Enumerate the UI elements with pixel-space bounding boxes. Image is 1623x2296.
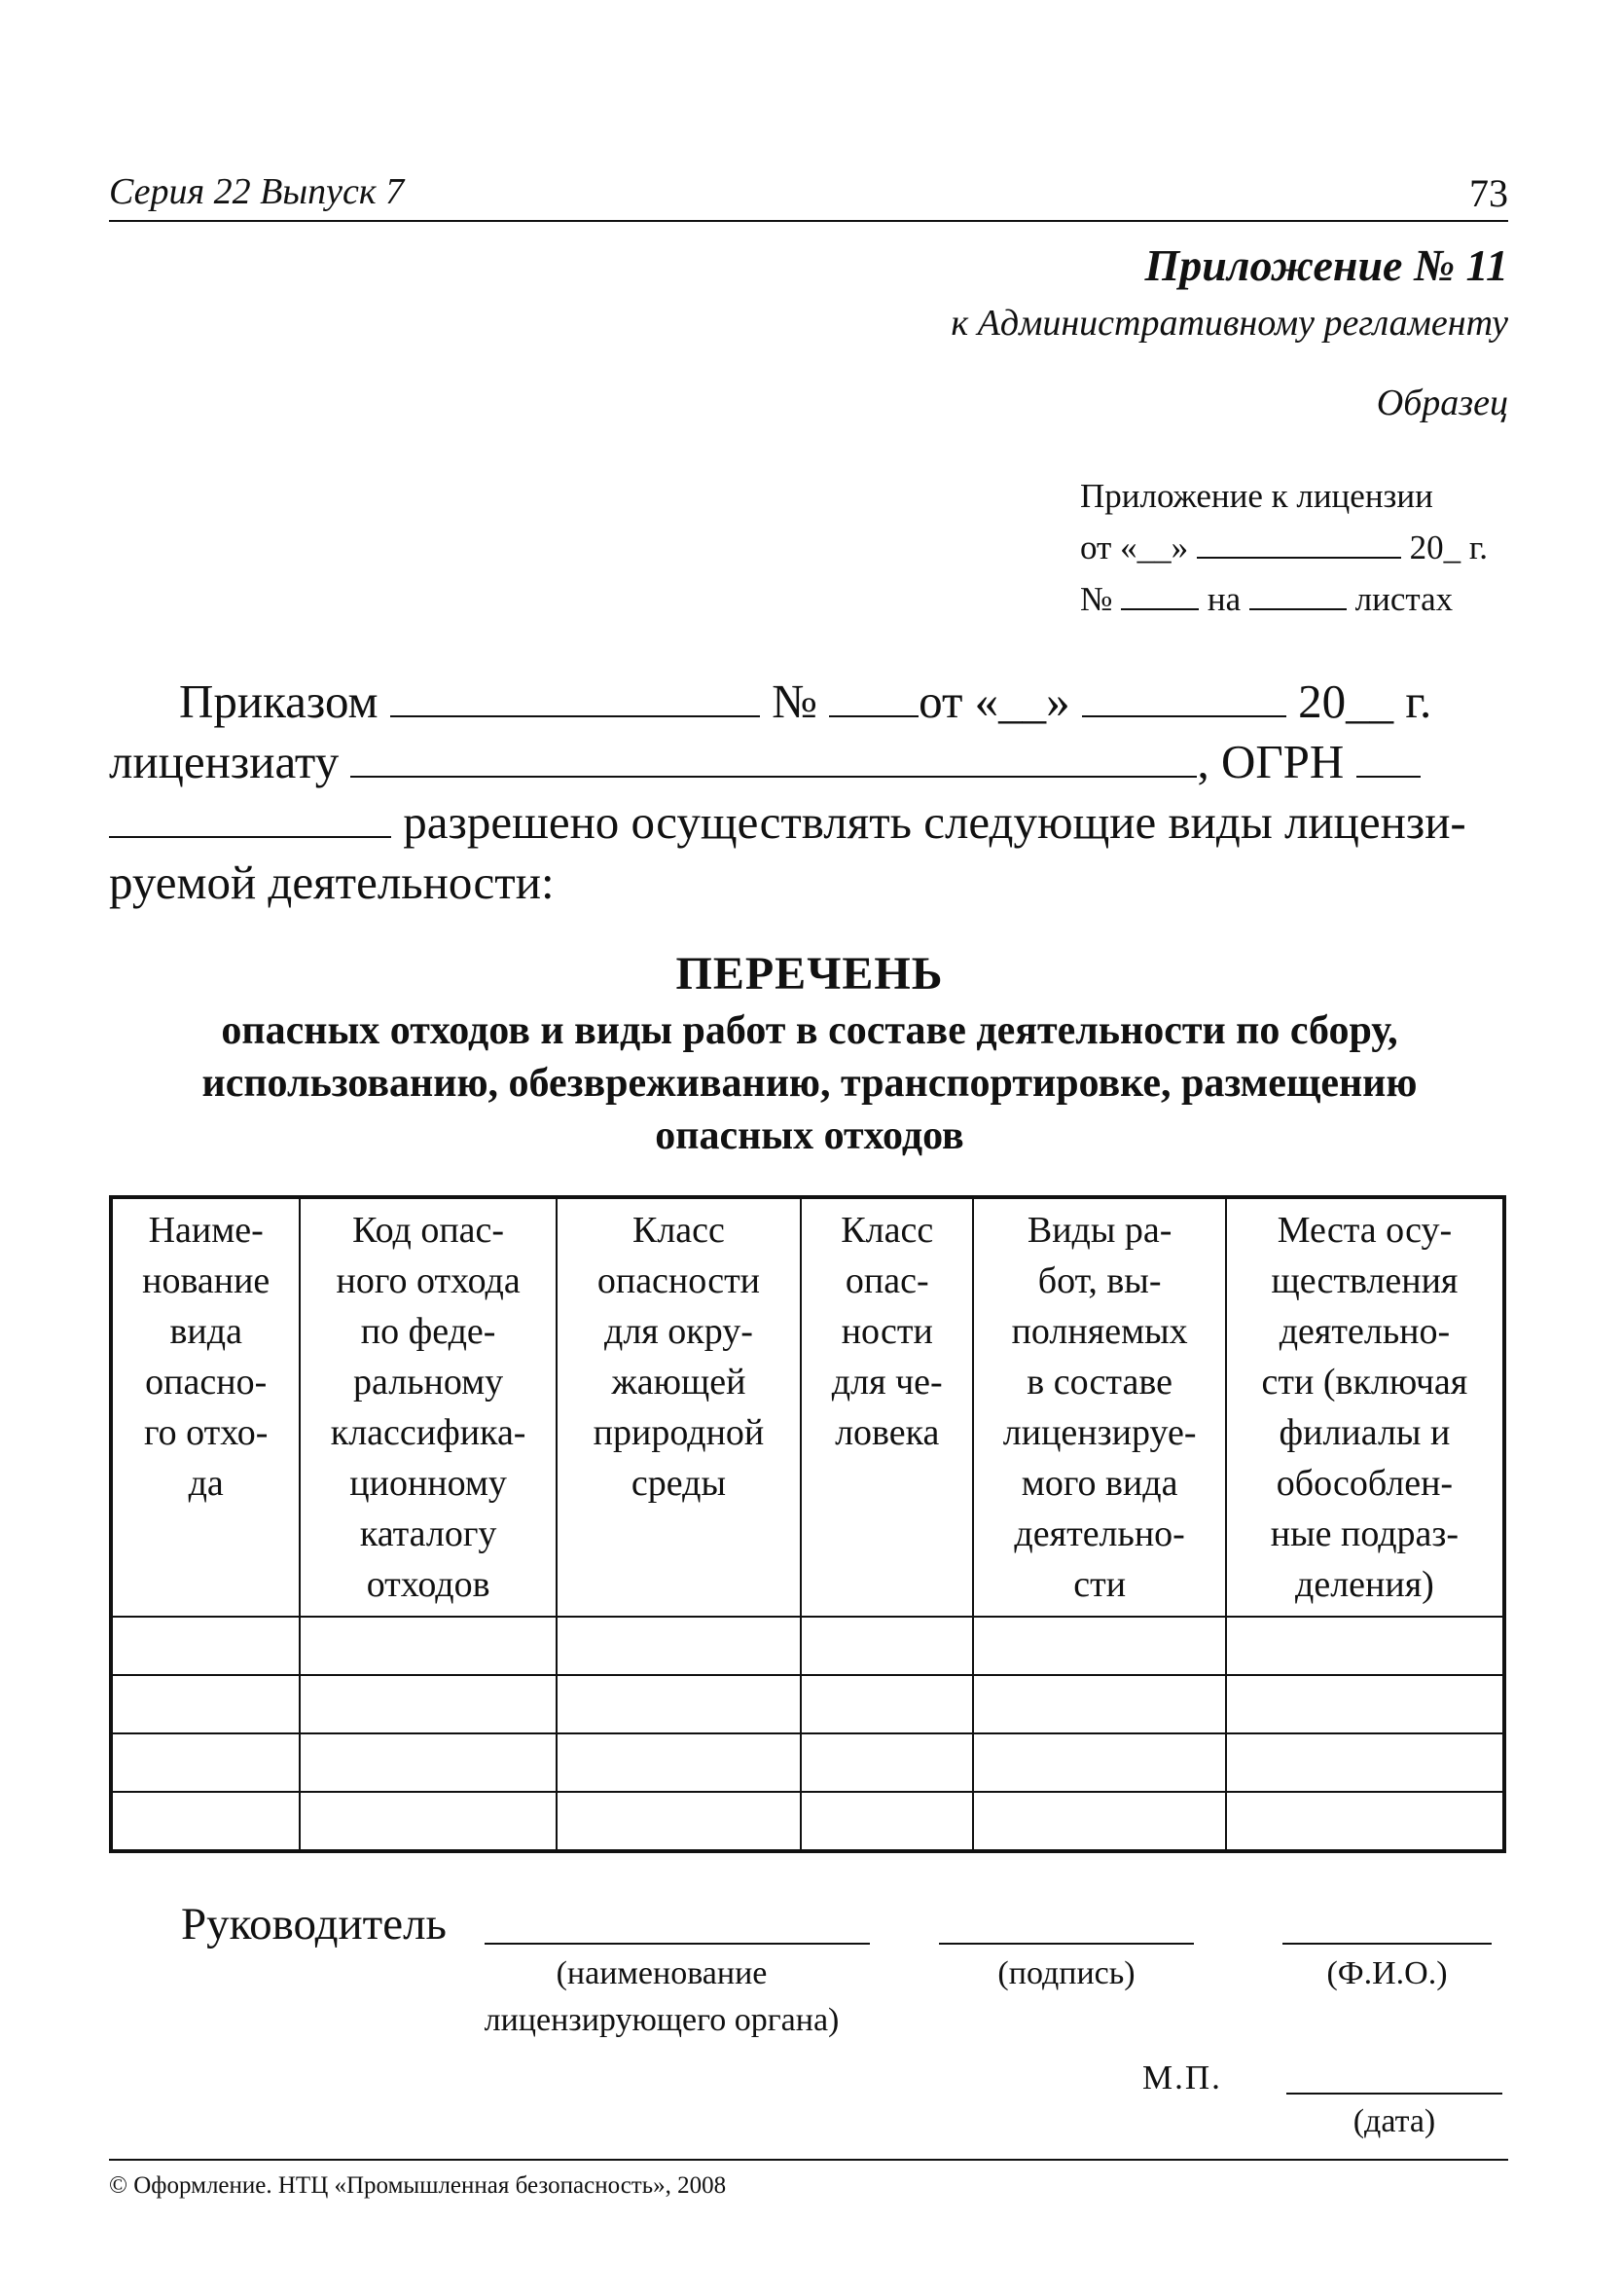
ogrn-label: , ОГРН [1197,735,1345,788]
signature-label: Руководитель [181,1899,447,1950]
col-header-locations: Места осу- ществления деятельно- сти (включая филиалы и обособлен- ные подраз- деления) [1226,1197,1504,1617]
license-attachment-line2 [1080,522,1488,573]
col-header-work-types: Виды ра- бот, вы- полняемых в составе лицензируе- мого вида деятельно- сти [973,1197,1225,1617]
table-body [111,1617,1504,1851]
table-cell [801,1792,973,1851]
list-title-block [109,944,1510,1162]
order-issuer-blank [390,688,760,717]
table-cell [111,1733,300,1792]
ogrn-blank [1356,748,1421,778]
order-date-blank [1082,688,1286,717]
col-header-env-hazard-class: Класс опасности для окру- жающей природной среды [557,1197,801,1617]
order-number-blank [829,688,919,717]
table-cell [557,1792,801,1851]
footer-rule [109,2159,1508,2161]
license-attachment-line3 [1080,573,1488,625]
table-cell [300,1675,556,1733]
table-cell [111,1617,300,1675]
table-cell [801,1733,973,1792]
list-subtitle-line3: опасных отходов [655,1113,964,1158]
table-cell [557,1675,801,1733]
table-cell [1226,1792,1504,1851]
table-cell [300,1617,556,1675]
order-line-3 [109,792,1510,853]
order-date-suffix: 20__ г. [1298,674,1432,728]
header-rule [109,220,1508,222]
table-cell [801,1617,973,1675]
order-number-sign: № [772,674,817,728]
table-row [111,1792,1504,1851]
table-cell [1226,1733,1504,1792]
table-cell [111,1675,300,1733]
page-number: 73 [1469,171,1508,215]
waste-list-table [109,1195,1506,1853]
order-word: Приказом [179,674,379,728]
caption-org-line1: (наименование [556,1955,768,1991]
license-date-suffix: 20_ г. [1409,528,1489,566]
license-attachment-line1: Приложение к лицензии [1080,477,1433,515]
col-header-waste-name: Наиме- нование вида опасно- го отхо- да [111,1197,300,1617]
footer-copyright: © Оформление. НТЦ «Промышленная безопасность», 2008 [109,2172,727,2199]
table-cell [801,1675,973,1733]
list-subtitle-line2: использованию, обезвреживанию, транспортировке, размещению [201,1061,1418,1106]
table-cell [973,1733,1225,1792]
appendix-title: Приложение № 11 [1144,240,1508,290]
table-header-row [111,1197,1504,1617]
running-header-series: Серия 22 Выпуск 7 [109,171,405,212]
table-row [111,1733,1504,1792]
table-cell [1226,1675,1504,1733]
licensee-word: лицензиату [109,735,340,788]
order-date-prefix: от «__» [919,674,1070,728]
license-date-blank [1197,529,1401,559]
license-sheets-blank [1249,581,1347,610]
list-subtitle-line1: опасных отходов и виды работ в составе деятельности по сбору, [221,1008,1398,1053]
licensee-blank [350,748,1197,778]
table-cell [111,1792,300,1851]
table-cell [1226,1617,1504,1675]
permitted-text: разрешено осуществлять следующие виды лицензи- [403,795,1466,849]
license-on-word: на [1207,580,1242,618]
table-cell [973,1792,1225,1851]
col-header-waste-code: Код опас- ного отхода по феде- ральному классифика- ционному каталогу отходов [300,1197,556,1617]
caption-full-name: (Ф.И.О.) [1326,1955,1448,1991]
caption-org [428,1950,895,2044]
license-date-prefix: от «__» [1080,528,1189,566]
list-title: ПЕРЕЧЕНЬ [675,948,944,1000]
order-paragraph [109,672,1510,913]
order-line-1 [109,672,1510,732]
license-number-blank [1121,581,1199,610]
license-sheets-word: листах [1354,580,1454,618]
license-number-sign: № [1080,580,1113,618]
table-cell [973,1675,1225,1733]
caption-date: (дата) [1352,2103,1436,2139]
table-cell [300,1733,556,1792]
col-header-human-hazard-class: Класс опас- ности для че- ловека [801,1197,973,1617]
appendix-subtitle: к Административному регламенту [951,303,1508,344]
caption-org-line2: лицензирующего органа) [484,2002,840,2038]
table-row [111,1617,1504,1675]
date-line [1286,2093,1502,2095]
order-line-4: руемой деятельности: [109,856,555,909]
caption-signature: (подпись) [997,1955,1136,1991]
stamp-place-label: М.П. [1142,2059,1222,2096]
signature-name-line [1282,1943,1492,1945]
table-cell [973,1617,1225,1675]
table-cell [557,1733,801,1792]
table-row [111,1675,1504,1733]
table-cell [557,1617,801,1675]
license-attachment-block [1080,470,1488,625]
table-cell [300,1792,556,1851]
signature-sign-line [939,1943,1194,1945]
sample-label: Образец [1376,383,1508,423]
order-line-2 [109,732,1510,792]
ogrn-continuation-blank [109,809,391,838]
signature-org-line [485,1943,870,1945]
